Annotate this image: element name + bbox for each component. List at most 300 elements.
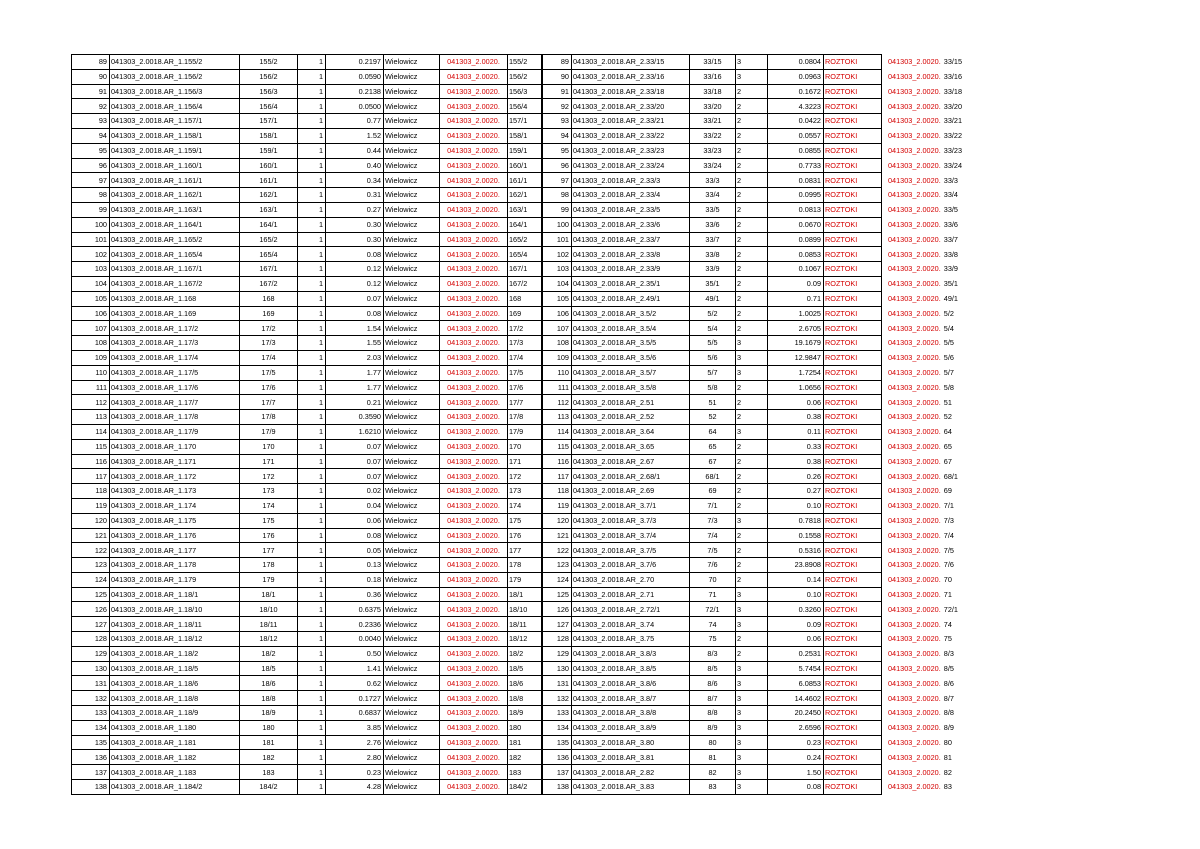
register-code-cell: 041303_2.0020. <box>440 114 508 129</box>
row-number-cell: 96 <box>542 158 572 173</box>
parcel-number-cell: 156/2 <box>240 69 298 84</box>
register-code-cell <box>882 439 975 454</box>
row-number-cell: 125 <box>542 587 572 602</box>
parcel-number-cell: 33/9 <box>690 262 736 277</box>
row-number-cell: 122 <box>72 543 110 558</box>
register-code-text: 041303_2.0020. <box>888 471 941 481</box>
parcel-number-cell: 172 <box>240 469 298 484</box>
register-code-text: 041303_2.0020. <box>888 146 941 156</box>
register-code-cell: 041303_2.0020. <box>440 395 508 410</box>
parcel-number-cell: 8/9 <box>690 720 736 735</box>
register-code-cell: 041303_2.0020. <box>440 602 508 617</box>
table-row <box>72 706 543 721</box>
class-cell: 1 <box>298 128 326 143</box>
parcel-number-cell: 171 <box>240 454 298 469</box>
row-number-cell: 125 <box>72 587 110 602</box>
parcel-id-cell: 041303_2.0018.AR_1.172 <box>110 469 240 484</box>
location-cell: Wielowicz <box>384 395 440 410</box>
register-code-cell <box>882 558 975 573</box>
parcel-number-cell: 17/5 <box>240 365 298 380</box>
parcel-id-cell: 041303_2.0018.AR_3.8/7 <box>572 691 690 706</box>
parcel-ref-text: 5/4 <box>943 323 954 333</box>
table-row <box>542 572 975 587</box>
row-number-cell: 112 <box>542 395 572 410</box>
parcel-id-cell: 041303_2.0018.AR_2.82 <box>572 765 690 780</box>
row-number-cell: 119 <box>72 498 110 513</box>
parcel-ref-cell: 17/9 <box>508 424 543 439</box>
parcel-number-cell: 17/9 <box>240 424 298 439</box>
parcel-number-cell: 183 <box>240 765 298 780</box>
class-cell: 1 <box>298 143 326 158</box>
location-cell: Wielowicz <box>384 217 440 232</box>
area-cell: 0.08 <box>768 780 824 795</box>
parcel-number-cell: 175 <box>240 513 298 528</box>
register-code-text: 041303_2.0020. <box>888 338 941 348</box>
row-number-cell: 90 <box>542 69 572 84</box>
register-code-cell <box>882 469 975 484</box>
parcel-id-cell: 041303_2.0018.AR_1.18/12 <box>110 632 240 647</box>
register-code-text: 041303_2.0020. <box>888 634 941 644</box>
class-cell: 2 <box>736 291 768 306</box>
row-number-cell: 101 <box>72 232 110 247</box>
row-number-cell: 137 <box>72 765 110 780</box>
area-cell: 0.09 <box>768 617 824 632</box>
location-cell: ROZTOKI <box>824 306 882 321</box>
area-cell: 0.1067 <box>768 262 824 277</box>
parcel-ref-cell: 172 <box>508 469 543 484</box>
register-code-text: 041303_2.0020. <box>888 545 941 555</box>
row-number-cell: 114 <box>72 424 110 439</box>
parcel-id-cell: 041303_2.0018.AR_1.173 <box>110 484 240 499</box>
table-row <box>542 291 975 306</box>
row-number-cell: 102 <box>72 247 110 262</box>
parcel-number-cell: 17/3 <box>240 336 298 351</box>
class-cell: 1 <box>298 232 326 247</box>
class-cell: 1 <box>298 484 326 499</box>
table-row <box>72 410 543 425</box>
parcel-number-cell: 17/8 <box>240 410 298 425</box>
parcel-ref-text: 33/6 <box>943 220 958 230</box>
parcel-id-cell: 041303_2.0018.AR_3.5/2 <box>572 306 690 321</box>
parcel-id-cell: 041303_2.0018.AR_1.181 <box>110 735 240 750</box>
parcel-id-cell: 041303_2.0018.AR_3.8/8 <box>572 706 690 721</box>
area-cell: 1.52 <box>326 128 384 143</box>
register-code-cell <box>882 498 975 513</box>
row-number-cell: 94 <box>72 128 110 143</box>
parcel-ref-cell: 17/3 <box>508 336 543 351</box>
class-cell: 1 <box>298 602 326 617</box>
location-cell: Wielowicz <box>384 498 440 513</box>
parcel-table-left <box>71 54 543 795</box>
location-cell: Wielowicz <box>384 188 440 203</box>
table-row <box>542 365 975 380</box>
register-code-cell: 041303_2.0020. <box>440 543 508 558</box>
parcel-ref-cell: 158/1 <box>508 128 543 143</box>
parcel-ref-cell: 18/10 <box>508 602 543 617</box>
parcel-number-cell: 161/1 <box>240 173 298 188</box>
register-code-cell <box>882 602 975 617</box>
table-row <box>72 321 543 336</box>
parcel-ref-cell: 167/2 <box>508 276 543 291</box>
parcel-number-cell: 156/3 <box>240 84 298 99</box>
class-cell: 1 <box>298 661 326 676</box>
parcel-ref-text: 7/3 <box>943 515 954 525</box>
class-cell: 2 <box>736 528 768 543</box>
parcel-number-cell: 33/20 <box>690 99 736 114</box>
parcel-ref-cell: 18/11 <box>508 617 543 632</box>
register-code-text: 041303_2.0020. <box>888 160 941 170</box>
area-cell: 1.0025 <box>768 306 824 321</box>
table-row <box>542 602 975 617</box>
register-code-cell <box>882 143 975 158</box>
class-cell: 1 <box>298 84 326 99</box>
register-code-cell <box>882 750 975 765</box>
area-cell: 0.3590 <box>326 410 384 425</box>
location-cell: Wielowicz <box>384 232 440 247</box>
register-code-cell: 041303_2.0020. <box>440 143 508 158</box>
class-cell: 2 <box>736 543 768 558</box>
table-row <box>72 276 543 291</box>
location-cell: ROZTOKI <box>824 128 882 143</box>
parcel-id-cell: 041303_2.0018.AR_1.161/1 <box>110 173 240 188</box>
row-number-cell: 126 <box>72 602 110 617</box>
parcel-ref-cell: 155/2 <box>508 55 543 70</box>
parcel-ref-cell: 177 <box>508 543 543 558</box>
class-cell: 1 <box>298 336 326 351</box>
table-row <box>542 247 975 262</box>
area-cell: 0.2336 <box>326 617 384 632</box>
parcel-id-cell: 041303_2.0018.AR_3.81 <box>572 750 690 765</box>
location-cell: ROZTOKI <box>824 217 882 232</box>
parcel-id-cell: 041303_2.0018.AR_1.18/11 <box>110 617 240 632</box>
table-row <box>542 410 975 425</box>
parcel-id-cell: 041303_2.0018.AR_1.156/2 <box>110 69 240 84</box>
parcel-ref-cell: 17/8 <box>508 410 543 425</box>
location-cell: ROZTOKI <box>824 114 882 129</box>
area-cell: 0.06 <box>768 632 824 647</box>
area-cell: 1.77 <box>326 380 384 395</box>
location-cell: Wielowicz <box>384 276 440 291</box>
area-cell: 12.9847 <box>768 350 824 365</box>
row-number-cell: 98 <box>542 188 572 203</box>
parcel-number-cell: 5/5 <box>690 336 736 351</box>
register-code-text: 041303_2.0020. <box>888 234 941 244</box>
class-cell: 1 <box>298 291 326 306</box>
location-cell: ROZTOKI <box>824 469 882 484</box>
register-code-cell <box>882 262 975 277</box>
table-row <box>542 276 975 291</box>
table-row <box>72 217 543 232</box>
class-cell: 1 <box>298 543 326 558</box>
area-cell: 4.3223 <box>768 99 824 114</box>
register-code-cell: 041303_2.0020. <box>440 750 508 765</box>
parcel-id-cell: 041303_2.0018.AR_3.8/6 <box>572 676 690 691</box>
area-cell: 0.08 <box>326 247 384 262</box>
table-row <box>542 188 975 203</box>
row-number-cell: 133 <box>542 706 572 721</box>
register-code-cell: 041303_2.0020. <box>440 646 508 661</box>
area-cell: 0.27 <box>768 484 824 499</box>
location-cell: Wielowicz <box>384 646 440 661</box>
area-cell: 0.06 <box>768 395 824 410</box>
row-number-cell: 115 <box>72 439 110 454</box>
area-cell: 0.27 <box>326 202 384 217</box>
table-row <box>72 84 543 99</box>
register-code-cell: 041303_2.0020. <box>440 217 508 232</box>
parcel-ref-cell: 174 <box>508 498 543 513</box>
class-cell: 1 <box>298 276 326 291</box>
class-cell: 2 <box>736 498 768 513</box>
area-cell: 0.2197 <box>326 55 384 70</box>
location-cell: ROZTOKI <box>824 661 882 676</box>
row-number-cell: 134 <box>72 720 110 735</box>
area-cell: 5.7454 <box>768 661 824 676</box>
table-row <box>72 469 543 484</box>
table-row <box>72 291 543 306</box>
parcel-table-right-body <box>542 55 975 795</box>
parcel-id-cell: 041303_2.0018.AR_2.33/24 <box>572 158 690 173</box>
parcel-number-cell: 8/6 <box>690 676 736 691</box>
location-cell: Wielowicz <box>384 291 440 306</box>
class-cell: 1 <box>298 691 326 706</box>
parcel-number-cell: 160/1 <box>240 158 298 173</box>
parcel-ref-text: 8/6 <box>943 678 954 688</box>
class-cell: 1 <box>298 528 326 543</box>
parcel-id-cell: 041303_2.0018.AR_1.164/1 <box>110 217 240 232</box>
table-row <box>542 691 975 706</box>
parcel-id-cell: 041303_2.0018.AR_1.17/5 <box>110 365 240 380</box>
location-cell: Wielowicz <box>384 262 440 277</box>
location-cell: Wielowicz <box>384 632 440 647</box>
table-row <box>72 587 543 602</box>
location-cell: Wielowicz <box>384 765 440 780</box>
class-cell: 1 <box>298 321 326 336</box>
parcel-number-cell: 17/6 <box>240 380 298 395</box>
row-number-cell: 111 <box>542 380 572 395</box>
parcel-number-cell: 5/6 <box>690 350 736 365</box>
parcel-ref-cell: 17/7 <box>508 395 543 410</box>
row-number-cell: 136 <box>72 750 110 765</box>
row-number-cell: 124 <box>542 572 572 587</box>
class-cell: 1 <box>298 99 326 114</box>
location-cell: ROZTOKI <box>824 380 882 395</box>
register-code-cell: 041303_2.0020. <box>440 247 508 262</box>
table-row <box>542 454 975 469</box>
area-cell: 0.21 <box>326 395 384 410</box>
parcel-ref-cell: 18/8 <box>508 691 543 706</box>
location-cell: Wielowicz <box>384 55 440 70</box>
class-cell: 1 <box>298 439 326 454</box>
class-cell: 1 <box>298 188 326 203</box>
parcel-id-cell: 041303_2.0018.AR_1.17/7 <box>110 395 240 410</box>
parcel-number-cell: 70 <box>690 572 736 587</box>
register-code-cell: 041303_2.0020. <box>440 99 508 114</box>
location-cell: ROZTOKI <box>824 765 882 780</box>
parcel-ref-text: 33/24 <box>943 160 963 170</box>
table-row <box>72 454 543 469</box>
parcel-number-cell: 71 <box>690 587 736 602</box>
register-code-text: 041303_2.0020. <box>888 560 941 570</box>
location-cell: Wielowicz <box>384 720 440 735</box>
table-row <box>72 173 543 188</box>
parcel-number-cell: 33/24 <box>690 158 736 173</box>
area-cell: 20.2450 <box>768 706 824 721</box>
area-cell: 0.07 <box>326 454 384 469</box>
parcel-ref-cell: 183 <box>508 765 543 780</box>
parcel-ref-cell: 167/1 <box>508 262 543 277</box>
register-code-text: 041303_2.0020. <box>888 205 941 215</box>
table-row <box>72 513 543 528</box>
register-code-cell: 041303_2.0020. <box>440 158 508 173</box>
row-number-cell: 89 <box>542 55 572 70</box>
parcel-id-cell: 041303_2.0018.AR_2.33/5 <box>572 202 690 217</box>
parcel-number-cell: 33/6 <box>690 217 736 232</box>
location-cell: ROZTOKI <box>824 247 882 262</box>
register-code-cell: 041303_2.0020. <box>440 528 508 543</box>
area-cell: 2.03 <box>326 350 384 365</box>
parcel-id-cell: 041303_2.0018.AR_1.179 <box>110 572 240 587</box>
parcel-id-cell: 041303_2.0018.AR_2.33/4 <box>572 188 690 203</box>
table-row <box>542 780 975 795</box>
class-cell: 3 <box>736 720 768 735</box>
parcel-number-cell: 49/1 <box>690 291 736 306</box>
table-row <box>542 765 975 780</box>
register-code-cell <box>882 617 975 632</box>
parcel-ref-cell: 156/4 <box>508 99 543 114</box>
register-code-text: 041303_2.0020. <box>888 323 941 333</box>
parcel-number-cell: 74 <box>690 617 736 632</box>
register-code-cell: 041303_2.0020. <box>440 720 508 735</box>
register-code-cell <box>882 128 975 143</box>
class-cell: 3 <box>736 706 768 721</box>
class-cell: 1 <box>298 424 326 439</box>
register-code-cell: 041303_2.0020. <box>440 306 508 321</box>
table-row <box>542 646 975 661</box>
parcel-id-cell: 041303_2.0018.AR_1.182 <box>110 750 240 765</box>
table-row <box>542 321 975 336</box>
class-cell: 3 <box>736 602 768 617</box>
register-code-cell <box>882 765 975 780</box>
register-code-text: 041303_2.0020. <box>888 397 941 407</box>
row-number-cell: 109 <box>542 350 572 365</box>
register-code-cell: 041303_2.0020. <box>440 676 508 691</box>
parcel-ref-cell: 18/9 <box>508 706 543 721</box>
class-cell: 1 <box>298 720 326 735</box>
row-number-cell: 105 <box>72 291 110 306</box>
area-cell: 0.34 <box>326 173 384 188</box>
parcel-ref-text: 33/23 <box>943 146 963 156</box>
parcel-id-cell: 041303_2.0018.AR_1.18/8 <box>110 691 240 706</box>
register-code-cell <box>882 291 975 306</box>
parcel-ref-cell: 173 <box>508 484 543 499</box>
class-cell: 3 <box>736 336 768 351</box>
parcel-number-cell: 5/7 <box>690 365 736 380</box>
register-code-text: 041303_2.0020. <box>888 515 941 525</box>
register-code-text: 041303_2.0020. <box>888 412 941 422</box>
location-cell: Wielowicz <box>384 306 440 321</box>
row-number-cell: 91 <box>542 84 572 99</box>
parcel-number-cell: 33/7 <box>690 232 736 247</box>
location-cell: ROZTOKI <box>824 55 882 70</box>
row-number-cell: 113 <box>72 410 110 425</box>
class-cell: 1 <box>298 454 326 469</box>
parcel-number-cell: 8/7 <box>690 691 736 706</box>
class-cell: 2 <box>736 306 768 321</box>
parcel-id-cell: 041303_2.0018.AR_2.69 <box>572 484 690 499</box>
table-row <box>72 661 543 676</box>
class-cell: 1 <box>298 706 326 721</box>
parcel-ref-cell: 18/2 <box>508 646 543 661</box>
parcel-id-cell: 041303_2.0018.AR_2.67 <box>572 454 690 469</box>
register-code-cell: 041303_2.0020. <box>440 558 508 573</box>
table-row <box>72 114 543 129</box>
location-cell: Wielowicz <box>384 84 440 99</box>
table-row <box>542 676 975 691</box>
parcel-ref-text: 7/5 <box>943 545 954 555</box>
table-row <box>72 424 543 439</box>
class-cell: 3 <box>736 55 768 70</box>
parcel-ref-text: 68/1 <box>943 471 958 481</box>
register-code-text: 041303_2.0020. <box>888 101 941 111</box>
row-number-cell: 129 <box>72 646 110 661</box>
location-cell: Wielowicz <box>384 114 440 129</box>
register-code-cell: 041303_2.0020. <box>440 424 508 439</box>
table-row <box>542 128 975 143</box>
location-cell: Wielowicz <box>384 602 440 617</box>
parcel-ref-cell: 168 <box>508 291 543 306</box>
row-number-cell: 123 <box>72 558 110 573</box>
row-number-cell: 131 <box>72 676 110 691</box>
location-cell: ROZTOKI <box>824 646 882 661</box>
parcel-ref-text: 8/9 <box>943 723 954 733</box>
row-number-cell: 133 <box>72 706 110 721</box>
table-row <box>542 587 975 602</box>
register-code-cell: 041303_2.0020. <box>440 587 508 602</box>
area-cell: 1.0656 <box>768 380 824 395</box>
class-cell: 3 <box>736 676 768 691</box>
row-number-cell: 102 <box>542 247 572 262</box>
parcel-number-cell: 170 <box>240 439 298 454</box>
parcel-ref-text: 71 <box>943 589 952 599</box>
parcel-id-cell: 041303_2.0018.AR_3.5/8 <box>572 380 690 395</box>
area-cell: 0.12 <box>326 276 384 291</box>
parcel-number-cell: 8/8 <box>690 706 736 721</box>
register-code-cell: 041303_2.0020. <box>440 439 508 454</box>
table-row <box>72 735 543 750</box>
parcel-id-cell: 041303_2.0018.AR_1.176 <box>110 528 240 543</box>
table-row <box>542 632 975 647</box>
area-cell: 0.30 <box>326 232 384 247</box>
row-number-cell: 127 <box>542 617 572 632</box>
table-row <box>72 69 543 84</box>
parcel-ref-cell: 176 <box>508 528 543 543</box>
parcel-id-cell: 041303_2.0018.AR_2.72/1 <box>572 602 690 617</box>
parcel-ref-text: 67 <box>943 456 952 466</box>
location-cell: ROZTOKI <box>824 350 882 365</box>
register-code-text: 041303_2.0020. <box>888 190 941 200</box>
location-cell: ROZTOKI <box>824 750 882 765</box>
register-code-cell: 041303_2.0020. <box>440 336 508 351</box>
parcel-id-cell: 041303_2.0018.AR_1.155/2 <box>110 55 240 70</box>
parcel-ref-text: 33/5 <box>943 205 958 215</box>
row-number-cell: 116 <box>542 454 572 469</box>
row-number-cell: 106 <box>72 306 110 321</box>
location-cell: ROZTOKI <box>824 454 882 469</box>
location-cell: ROZTOKI <box>824 706 882 721</box>
table-row <box>542 735 975 750</box>
class-cell: 1 <box>298 158 326 173</box>
area-cell: 0.38 <box>768 454 824 469</box>
